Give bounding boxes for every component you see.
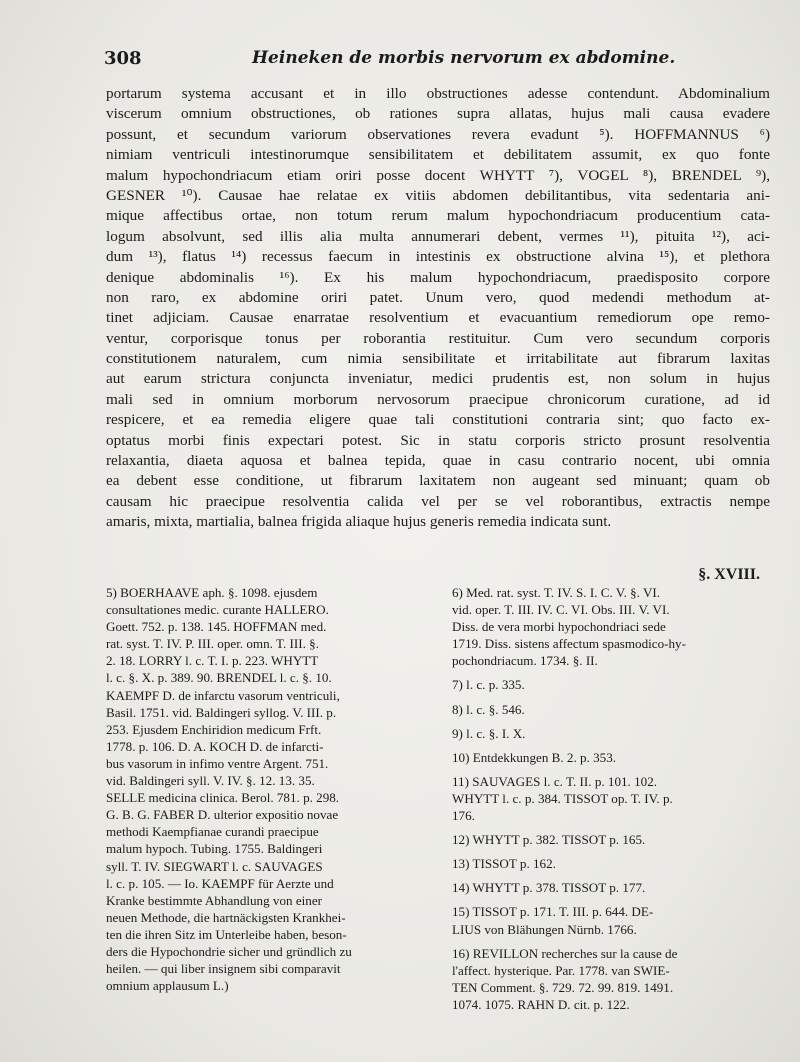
text-line: logum absolvunt, sed illis alia multa annumerari debent, vermes ¹¹), pituita ¹²), aci-	[106, 227, 770, 245]
text-line: aut earum strictura conjuncta inveniatur, medici prudentis est, non solum in hujus	[106, 370, 770, 388]
footnote-line: TEN Comment. §. 729. 72. 99. 819. 1491.	[452, 979, 674, 995]
main-text-block	[106, 84, 770, 533]
text-line: GESNER ¹⁰). Causae hae relatae ex vitiis abdomen debilitantibus, vita sedentaria ani-	[106, 186, 770, 204]
footnote-line: 8) l. c. §. 546.	[452, 701, 525, 717]
text-line: malum hypochondriacum etiam oriri posse docent WHYTT ⁷), VOGEL ⁸), BRENDEL ⁹),	[106, 166, 770, 184]
text-line: viscerum omnium obstructiones, ob rationes supra allatas, hujus mali causa evadere	[106, 105, 770, 123]
footnote-line: WHYTT l. c. p. 384. TISSOT op. T. IV. p.	[452, 790, 673, 806]
footnote-line: ders die Hypochondrie sicher und gründlich zu	[106, 943, 352, 959]
footnote-line: syll. T. IV. SIEGWART l. c. SAUVAGES	[106, 858, 323, 874]
footnote-line: LIUS von Blähungen Nürnb. 1766.	[452, 921, 637, 937]
footnote-line: G. B. G. FABER D. ulterior expositio novae	[106, 807, 339, 823]
footnote-line: consultationes medic. curante HALLERO.	[106, 602, 329, 618]
footnote-line: 1074. 1075. RAHN D. cit. p. 122.	[452, 996, 630, 1012]
footnote-line: 12) WHYTT p. 382. TISSOT p. 165.	[452, 832, 646, 848]
text-line: tinet adjiciam. Causae enarratae resolventium et evacuantium remediorum ope remo-	[106, 309, 770, 327]
text-line: relaxantia, diaeta aquosa et balnea tepida, quae in casu contrario nocent, ubi omnia	[106, 452, 770, 470]
text-line: nimiam ventriculi intestinorumque sensibilitatem et debilitatem assumit, ex quo fonte	[106, 146, 770, 164]
text-line: dum ¹³), flatus ¹⁴) recessus faecum in intestinis ex obstructione alvina ¹⁵), et plethora	[106, 248, 770, 266]
text-line: portarum systema accusant et in illo obstructiones adesse contendunt. Abdominalium	[106, 85, 770, 102]
footnote-line: 7) l. c. p. 335.	[452, 677, 525, 693]
text-line: optatus morbi finis expectari potest. Sic in statu corporis stricto prosunt resolventia	[106, 431, 770, 449]
footnotes-right-column	[452, 584, 780, 1013]
footnote-line: 11) SAUVAGES l. c. T. II. p. 101. 102.	[452, 773, 658, 789]
footnote-line: 253. Ejusdem Enchiridion medicum Frft.	[106, 721, 322, 737]
footnote-line: SELLE medicina clinica. Berol. 781. p. 298.	[106, 790, 340, 806]
footnote-line: KAEMPF D. de infarctu vasorum ventriculi,	[106, 687, 340, 703]
footnote-line: omnium applausum L.)	[106, 978, 229, 994]
footnote-line: 13) TISSOT p. 162.	[452, 856, 556, 872]
footnote-line: heilen. — qui liber insignem sibi comparavit	[106, 961, 341, 977]
footnote-line: ten die ihren Sitz im Unterleibe haben, beson-	[106, 926, 347, 942]
footnotes-left-column	[106, 584, 436, 994]
footnote-line: 16) REVILLON recherches sur la cause de	[452, 945, 678, 961]
text-line: mali sed in omnium morborum nervosorum praecipue chronicorum curatione, ad id	[106, 390, 770, 408]
footnote-line: neuen Methode, die hartnäckigsten Krankhei-	[106, 909, 346, 925]
footnote-line: 15) TISSOT p. 171. T. III. p. 644. DE-	[452, 904, 654, 920]
footnote-line: malum hypoch. Tubing. 1755. Baldingeri	[106, 841, 323, 857]
footnote-line: Kranke bestimmte Abhandlung von einer	[106, 892, 322, 908]
text-line: amaris, mixta, martialia, balnea frigida aliaque hujus generis remedia indicata sunt.	[106, 513, 612, 531]
footnote-line: Basil. 1751. vid. Baldingeri syllog. V. III. p.	[106, 704, 337, 720]
footnote-line: 9) l. c. §. I. X.	[452, 725, 526, 741]
footnote-line: l'affect. hysterique. Par. 1778. van SWIE-	[452, 962, 670, 978]
running-title: Heineken de morbis nervorum ex abdomine.	[252, 48, 676, 68]
text-line: constitutionem naturalem, cum nimia sensibilitate et irritabilitate aut fibrarum laxitas	[106, 350, 770, 368]
text-line: mique affectibus ortae, non totum rerum malum hypochondriacum producentium cata-	[106, 207, 770, 225]
footnote-line: 5) BOERHAAVE aph. §. 1098. ejusdem	[106, 585, 318, 600]
text-line: ea debent esse conditione, ut fibrarum laxitatem non augeant sed minuant; quam ob	[106, 472, 770, 490]
footnote-line: vid. oper. T. III. IV. C. VI. Obs. III. V. VI.	[452, 602, 670, 618]
footnote-line: pochondriacum. 1734. §. II.	[452, 653, 598, 669]
page-header	[104, 48, 764, 74]
text-line: possunt, et secundum variorum observationes revera evadunt ⁵). HOFFMANNUS ⁶)	[106, 125, 770, 143]
text-line: causam hic praecipue resolventia calida vel per se vel roborantibus, extractis nempe	[106, 492, 770, 510]
footnote-line: 176.	[452, 808, 475, 824]
page-number: 308	[104, 48, 142, 69]
footnote-line: bus vasorum in infimo ventre Argent. 751.	[106, 755, 329, 771]
text-line: respicere, et ea remedia eligere quae tali constitutioni contraria sint; quo facto ex-	[106, 411, 770, 429]
text-line: ventur, corporisque tonus per roborantia restituitur. Cum vero secundum corporis	[106, 329, 770, 347]
footnote-line: l. c. p. 105. — Io. KAEMPF für Aerzte und	[106, 875, 334, 891]
footnote-line: vid. Baldingeri syll. V. IV. §. 12. 13. 35.	[106, 773, 315, 789]
footnote-line: 6) Med. rat. syst. T. IV. S. I. C. V. §. VI.	[452, 585, 661, 600]
footnote-line: l. c. §. X. p. 389. 90. BRENDEL l. c. §. 10.	[106, 670, 332, 686]
footnote-line: Goett. 752. p. 138. 145. HOFFMAN med.	[106, 619, 327, 635]
footnote-line: 1719. Diss. sistens affectum spasmodico-hy-	[452, 636, 686, 652]
footnote-line: 2. 18. LORRY l. c. T. I. p. 223. WHYTT	[106, 653, 319, 669]
footnote-line: rat. syst. T. IV. P. III. oper. omn. T. III. §.	[106, 636, 319, 652]
text-line: non raro, ex abdomine oriri patet. Unum vero, quod medendi methodum at-	[106, 288, 770, 306]
footnote-line: methodi Kaempfianae curandi praecipue	[106, 824, 319, 840]
footnote-line: 10) Entdekkungen B. 2. p. 353.	[452, 749, 617, 765]
section-heading: §. XVIII.	[698, 566, 760, 583]
text-line: denique abdominalis ¹⁶). Ex his malum hypochondriacum, praedisposito corpore	[106, 268, 770, 286]
footnote-line: 1778. p. 106. D. A. KOCH D. de infarcti-	[106, 738, 324, 754]
footnote-line: Diss. de vera morbi hypochondriaci sede	[452, 619, 666, 635]
footnote-line: 14) WHYTT p. 378. TISSOT p. 177.	[452, 880, 646, 896]
